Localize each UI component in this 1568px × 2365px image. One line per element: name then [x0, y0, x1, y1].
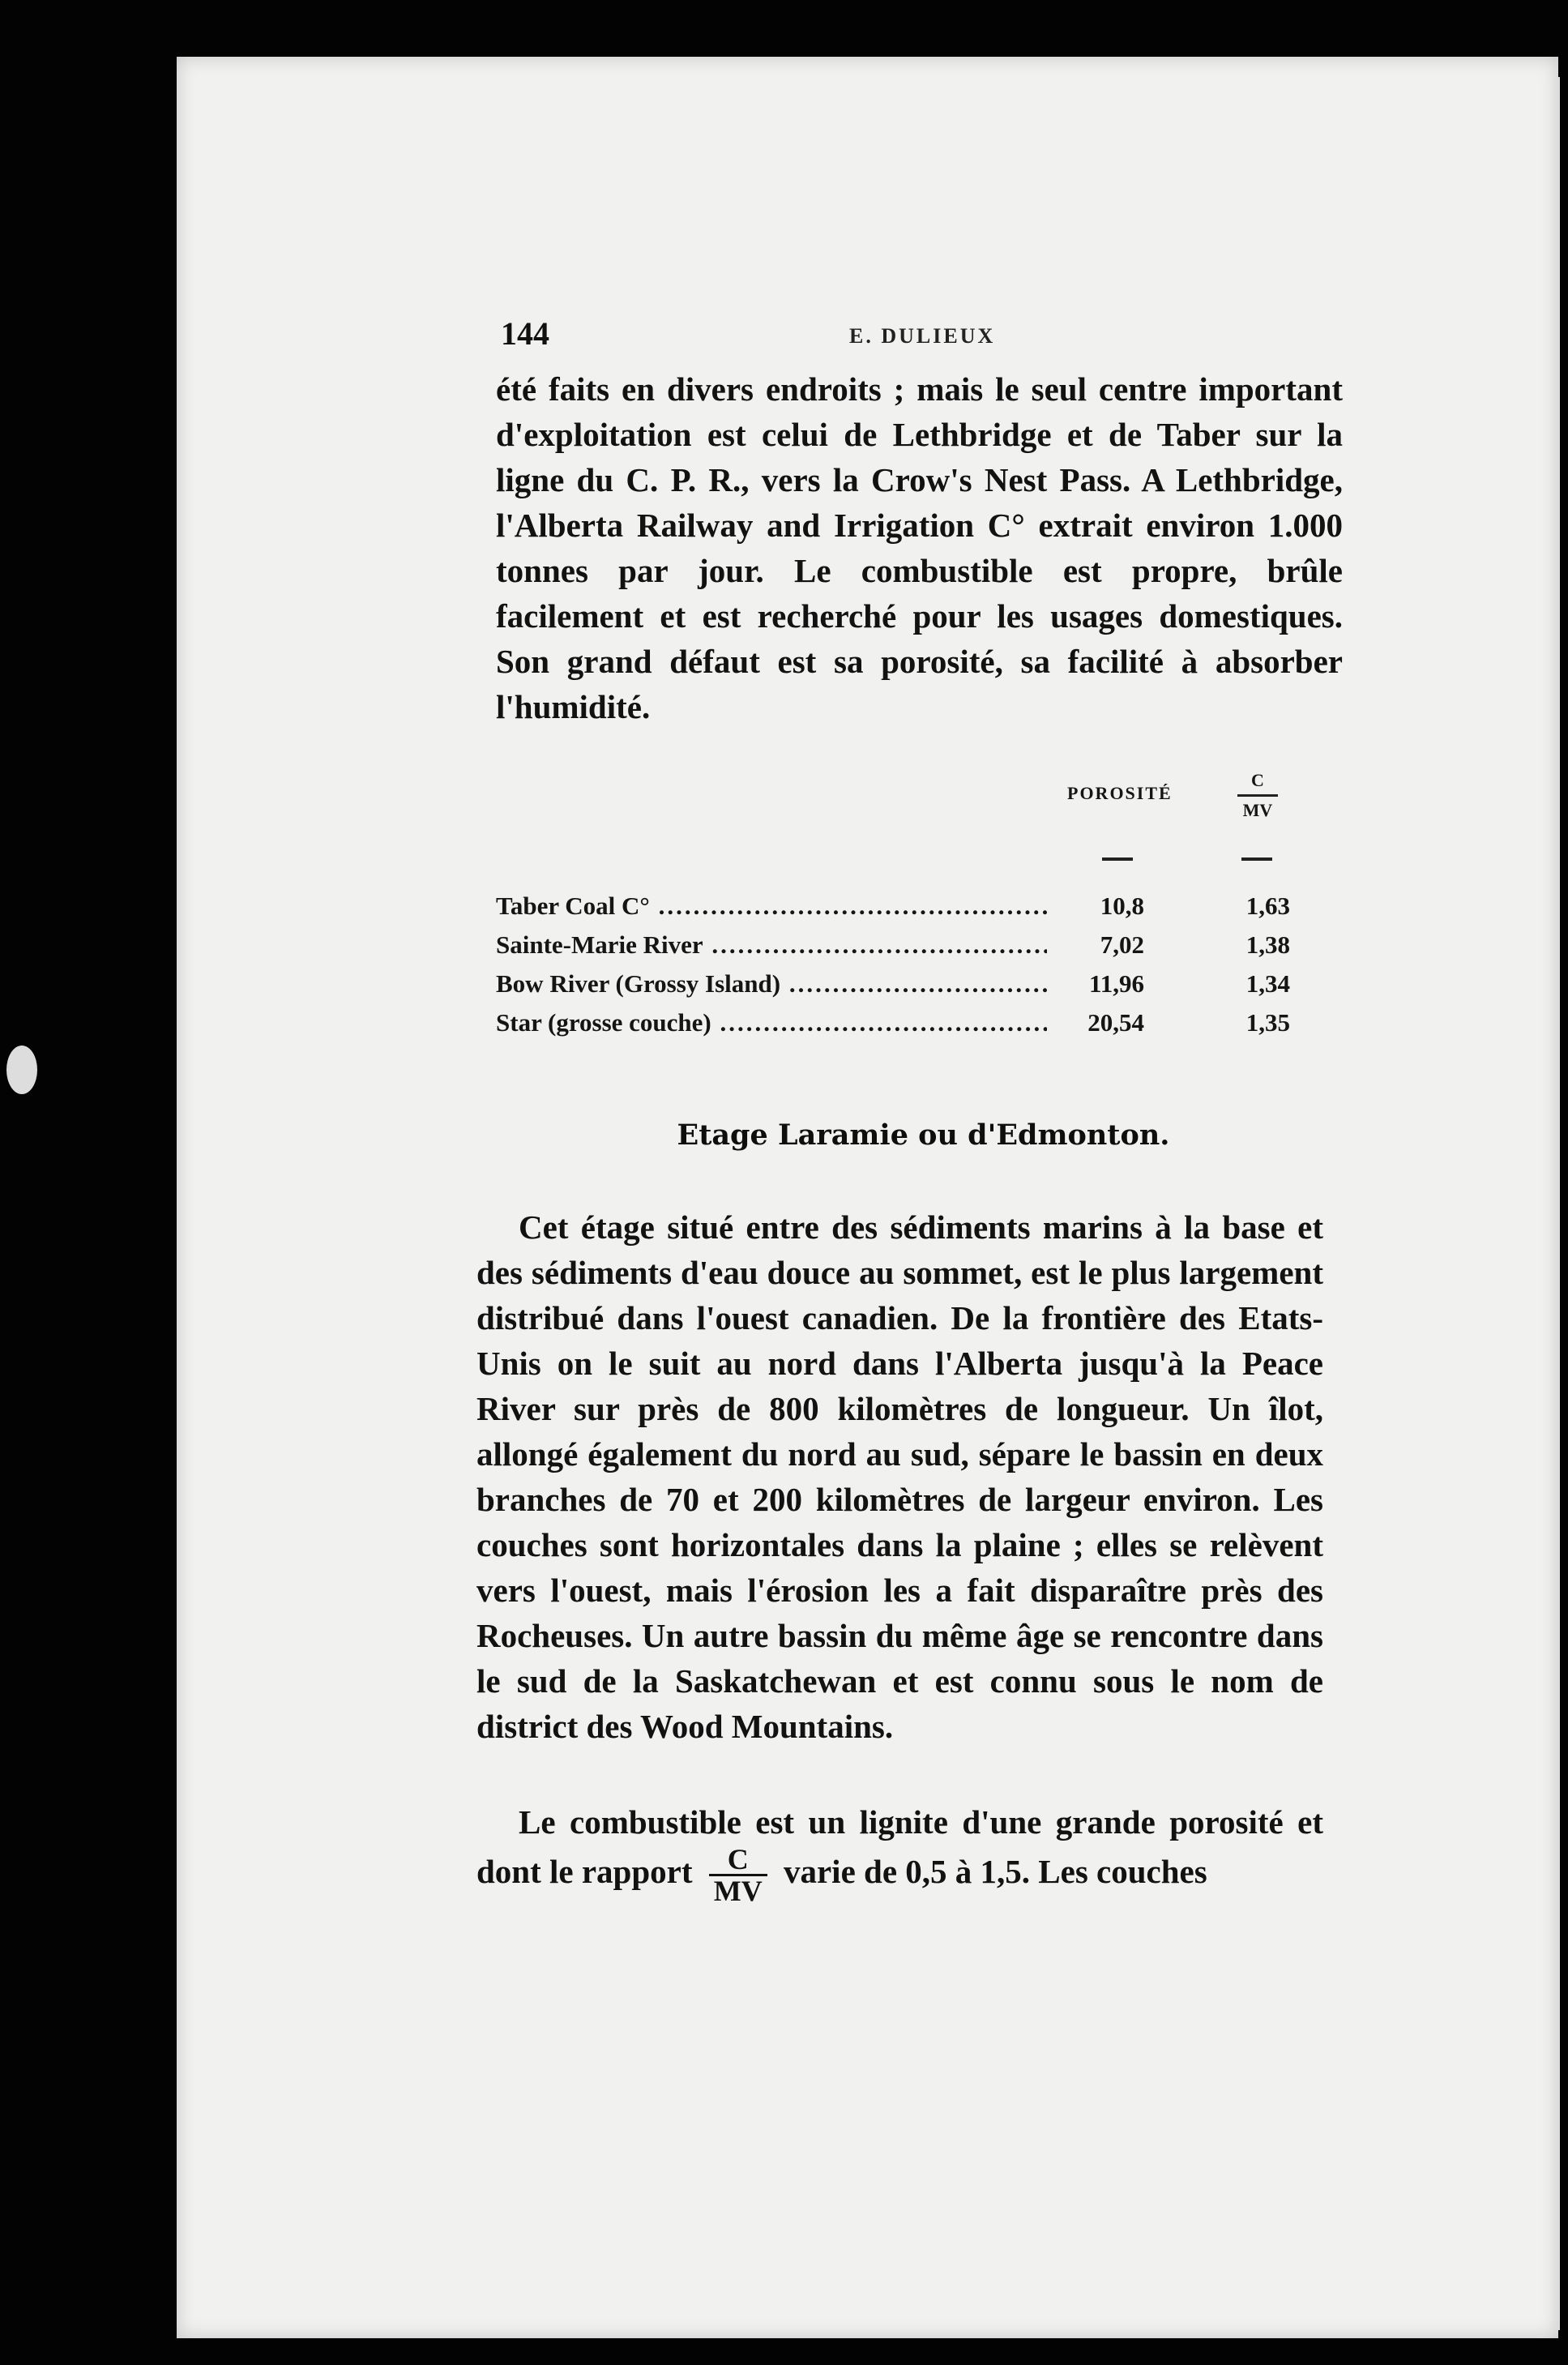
column-header-porosite: POROSITÉ: [1067, 783, 1173, 803]
page-header: [501, 314, 1319, 363]
row-ratio: 1,35: [1245, 1008, 1290, 1037]
row-porosite: 10,8: [1100, 892, 1144, 920]
paragraph-laramie: Cet étage situé entre des sédiments marins à la base et des sédiments d'eau douce au sommet, est le plus largement distribué dans l'ouest canadien. De la frontière des Etats-Unis on le suit au nord dans l'Alberta jusqu'à la Peace River sur près de 800 kilomètres de longueur. Un îlot, allongé également du nord au sud, sépare le bassin en deux branches de 70 et 200 kilomètres de largeur environ. Les couches sont horizontales dans la plaine ; elles se relèvent vers l'ouest, mais l'érosion les a fait disparaître près des Rocheuses. Un autre bassin du même âge se rencontre dans le sud de la Saskatchewan et est connu sous le nom de district des Wood Mountains.: [476, 1208, 1323, 1745]
running-head: E. DULIEUX: [849, 324, 996, 348]
page-number: 144: [501, 315, 549, 352]
table-row: [496, 892, 1322, 929]
row-name: Star (grosse couche) .....: [496, 1008, 1047, 1037]
ratio-fraction: [709, 1845, 767, 1905]
row-porosite: 20,54: [1087, 1008, 1144, 1037]
paragraph-lignite-end: varie de 0,5 à 1,5. Les couches: [783, 1852, 1207, 1890]
table-row: [496, 969, 1322, 1007]
porosity-table: [496, 770, 1322, 1062]
edge-blemish: [6, 1046, 37, 1094]
section-title: Etage Laramie ou d'Edmonton.: [677, 1118, 1170, 1152]
row-ratio: 1,34: [1245, 969, 1290, 998]
row-ratio: 1,38: [1245, 930, 1290, 959]
table-row: [496, 1008, 1322, 1046]
fraction-numerator: C: [709, 1845, 767, 1876]
paragraph-lignite-start: Le combustible est un lignite d'une grande porosité et dont le rapport: [476, 1803, 1323, 1890]
column-rule: [1102, 857, 1133, 861]
table-row: [496, 930, 1322, 968]
fraction-denominator: MV: [713, 1875, 763, 1907]
row-name: Sainte-Marie River .....: [496, 930, 1047, 960]
column-header-ratio: [1237, 770, 1278, 821]
paragraph-lignite: [476, 1799, 1323, 1905]
row-name: Bow River (Grossy Island) .....: [496, 969, 1047, 999]
column-rule: [1241, 857, 1272, 861]
row-porosite: 11,96: [1088, 969, 1144, 998]
ratio-numerator: C: [1237, 770, 1278, 797]
ratio-denominator: MV: [1242, 800, 1273, 820]
paragraph-lethbridge: été faits en divers endroits ; mais le seul centre important d'exploitation est celui de Lethbridge et de Taber sur la ligne du C. P. R., vers la Crow's Nest Pass. A Lethbridge, l'Alberta Railway and Irrigation C° extrait environ 1.000 tonnes par jour. Le combustible est propre, brûle facilement et est recherché pour les usages domestiques. Son grand défaut est sa porosité, sa facilité à absorber l'humidité.: [496, 370, 1343, 725]
row-porosite: 7,02: [1100, 930, 1144, 959]
row-name: Taber Coal C° .....: [496, 892, 1047, 921]
row-ratio: 1,63: [1245, 892, 1290, 920]
